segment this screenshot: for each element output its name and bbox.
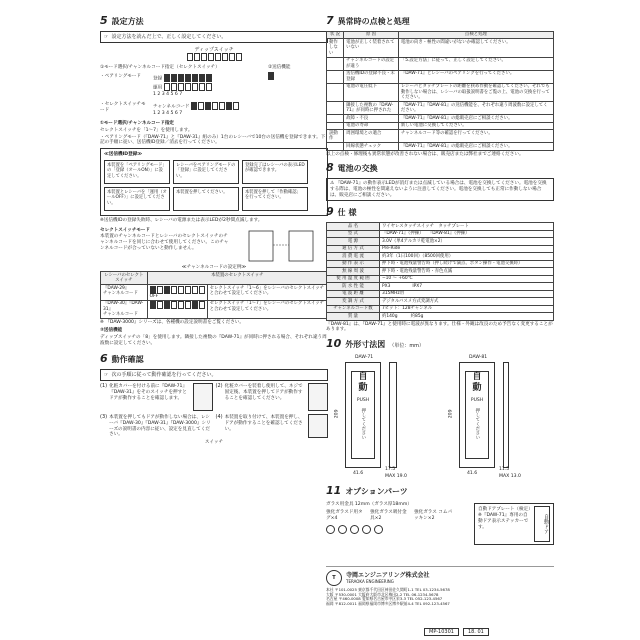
mode-label: ①モード選択/チャンネルコード指定（セレクトスイッチ） — [100, 65, 220, 71]
channel-note: ※ 『DAW-3000』シリーズは、各種機の設定説明書をご覧ください。 — [100, 320, 244, 326]
push-label: PUSH — [470, 398, 484, 404]
table-row: チャンネルコードの設定が違う 「5.設定方法」に従って、正しく設定してください。 — [327, 57, 554, 70]
device-button — [465, 371, 489, 459]
address-line: 大阪 〒530-0001 大阪府大阪市北区梅田2-2 TEL 06-1234-5678 — [326, 591, 439, 597]
section11-number: 11 — [326, 483, 342, 497]
channel-desc: セレクトスイッチ「1〜6」をレシーバのセレクトスイッチと合わせて設定してください。 — [207, 285, 327, 301]
section8-title — [326, 161, 554, 175]
battery-box — [326, 178, 554, 201]
parts-icons — [326, 525, 470, 534]
section5-title — [100, 14, 328, 28]
check-steps — [100, 383, 328, 439]
sticker-note: ※『DAW-71』専用の自動ドア表示ステッカーです。 — [478, 513, 529, 530]
pairing-mode-label: ・ペアリングモード — [100, 73, 141, 79]
section5-intro: 設定方法を読んだ上で、正しく設定してください。 — [111, 33, 227, 40]
table-row — [101, 300, 328, 319]
footer — [326, 566, 554, 607]
hand-press-icon: ☞ — [104, 371, 109, 378]
check-step — [216, 414, 329, 439]
channel-off: OFF — [149, 293, 159, 299]
sticker-label: 自動ドアプレート（検定） — [478, 506, 533, 512]
dim-depth: 17.5 — [385, 466, 396, 472]
section6-intro-box — [100, 369, 328, 381]
section5-intro-box — [100, 31, 328, 43]
device-button — [351, 371, 375, 459]
send-body: ディップスイッチの「8」を使用します。隣接した複数の『DAW-71』が同時に押される場合、それぞれ違う周波数に設定してください。 — [100, 334, 327, 346]
table-row: 消 費 電 流 約3年（1日100回）（8500回使用） — [327, 253, 554, 261]
step-text: 化粧カバーを付ける前に『DAW-71』『DAW-31』をそのスイッチを押すとドアが動作することを確認します。 — [109, 384, 188, 401]
dim-max: MAX 13.0 — [499, 473, 521, 479]
flow-step: 登録完了はレシーバの表示LEDが確認できます。 — [242, 160, 308, 184]
section9-heading: 仕 様 — [337, 208, 357, 218]
step-text: 化粧カバーを装着し使用して、ネジで固定後、本装置を押してドアが動作することを確認してください。 — [224, 384, 303, 401]
section10-title — [326, 337, 554, 351]
model-label: DAW-71 — [355, 354, 374, 360]
dim-height: 209 — [448, 409, 454, 419]
door-icon — [241, 227, 321, 263]
device-outline — [459, 362, 495, 468]
section5-number: 5 — [100, 14, 108, 27]
part-icon — [338, 525, 347, 534]
section7-number: 7 — [326, 14, 334, 27]
part-item: 強化ガラスド用タグ×4 — [326, 510, 363, 522]
battery-body: 『DAW-71』の動作表示LEDが消灯または点滅している場合は、電池を交換してください。電池を交換する際は、電池の極性を間違えないように注意してください。電池を交換しても正常に作動しない場合は、販売店にご相談ください。 — [330, 181, 547, 198]
table-row: 質 量 約140g 約85g — [327, 313, 554, 321]
channel-code-text: チャンネルコード — [103, 291, 138, 297]
step-number: (2) — [215, 383, 223, 390]
kanji-bottom: 動 — [358, 383, 368, 394]
flow-title: ≪送信機ID登録≫ — [104, 152, 143, 158]
numbers-row-2: 1 2 3 4 5 6 7 — [153, 111, 183, 117]
select-mode-label: ・セレクトスイッチモード — [100, 102, 146, 113]
doc-number: MP-10301 — [424, 628, 459, 636]
section9-title — [326, 205, 554, 219]
section10-unit: （単位：mm） — [389, 343, 425, 350]
trouble-head: 点検と処理 — [398, 31, 553, 39]
step-number: (4) — [215, 414, 223, 421]
channel-code-label: チャンネルコード — [153, 104, 190, 110]
device-outline — [345, 362, 381, 468]
channel-table-title: ≪チャンネルコードの設定例≫ — [181, 264, 247, 270]
table-row: 電 源 3.0V（単4アルカリ乾電池×2） — [327, 238, 554, 246]
flow-step: 本装置を押して「作動確認」を行ってください。 — [242, 187, 308, 211]
switch-image — [193, 383, 213, 411]
table-row: 電池の電圧低下 レシーバとタッチプレートの距離を狭め作動を確認してください。それでも動作しない場合は、レシーバの取扱説明書をご覧の上、電池の交換を行ってください。 — [327, 83, 554, 102]
table-row: 誤動作 周囲環境との適合 チャンネルコード等の確認を行ってください。 — [327, 130, 554, 143]
dip-label: ディップスイッチ — [194, 47, 234, 53]
table-row: 無 線 周 波 押下時・電池残量警告時・赤色点滅 — [327, 268, 554, 276]
dip-use-icon — [164, 83, 212, 91]
dim-max: MAX 19.0 — [385, 473, 407, 479]
spec-table — [326, 222, 554, 321]
battery-icon: ⚠ — [330, 181, 335, 187]
section6-number: 6 — [100, 352, 108, 366]
table-row: 変 調 方 式 デジタルバスメ方式変調方式 — [327, 298, 554, 306]
table-row — [101, 285, 328, 301]
flow-step: レシーバをペアリングモードの「登録」に設定してください。 — [173, 160, 239, 184]
part-icon — [326, 525, 335, 534]
model-label: DAW-81 — [469, 354, 488, 360]
send-title: ②送信機能 — [100, 328, 123, 334]
trouble-note: 以上の点検・修理後も異常状態が改善されない場合は、販売店または弊社までご連絡ください。 — [326, 151, 524, 157]
section7-heading: 異常時の点検と処理 — [337, 17, 410, 26]
section11-heading: オプションパーツ — [345, 486, 408, 496]
check-step — [100, 383, 213, 411]
push-label: PUSH — [356, 398, 370, 404]
dip-switch-icon — [187, 53, 242, 61]
section9-number: 9 — [326, 205, 334, 219]
table-row: 送信機IDの登録不良・未登録 『DAW-71』とレシーバのペアリングを行ってください。 — [327, 70, 554, 83]
channel-code-text: チャンネルコード — [103, 312, 138, 318]
channel-desc: セレクトスイッチ「1〜7」をレシーバのセレクトスイッチと合わせて設定してください。 — [207, 300, 327, 319]
kanji-top: 自 — [358, 371, 368, 382]
table-row: 隣接した複数の『DAW-71』が同時に押された 『DAW-71』『DAW-81』の送信機能を、それぞれ違う周波数に設定してください。 — [327, 102, 554, 115]
table-row: 品 名 ワイヤレスタッチスイッチ タッチプレート — [327, 223, 554, 231]
sticker-box — [474, 503, 554, 545]
glass-label: ガラス用金具 12mm（ガラス厚18mm） — [326, 501, 412, 507]
channel-table-head-device: 本装置のセレクトスイッチ — [147, 272, 327, 285]
mode-diagram — [100, 64, 328, 118]
flow-steps — [104, 160, 324, 211]
device-side — [389, 362, 397, 468]
section6-heading: 動作確認 — [111, 355, 144, 365]
numbers-row-1: 1 2 3 4 5 6 7 — [153, 92, 183, 98]
spec-note: 『DAW-81』は、『DAW-71』と使用時に電波が異なります。仕様・外観は改良のため予告なく変更することがあります。 — [326, 321, 553, 333]
section8-number: 8 — [326, 161, 334, 175]
dimension-drawings — [326, 354, 554, 482]
hand-press-icon: ☞ — [104, 33, 109, 40]
table-row: 故障・不良 『DAW-71』『DAW-81』の総販売店にご相談ください。 — [327, 115, 554, 123]
section6-intro: 次の手順に従って動作確認を行ってください。 — [111, 371, 217, 378]
table-row: 電池の寿命 新しい電池に交換してください。 — [327, 122, 554, 130]
section11-title — [326, 484, 554, 498]
left-column — [100, 14, 328, 447]
flow-box — [100, 148, 328, 216]
device-image — [308, 383, 328, 411]
company-block — [326, 566, 554, 586]
section10-number: 10 — [326, 337, 342, 351]
table-row: 回線状態チェック 『DAW-71』『DAW-81』の総販売店にご相談ください。 — [327, 143, 554, 151]
part-icon — [374, 525, 383, 534]
address-list — [326, 588, 554, 607]
dip-example-icon — [150, 286, 205, 294]
check-step — [100, 414, 213, 439]
trouble-head: 状 況 — [327, 31, 344, 39]
section5-heading: 設定方法 — [111, 17, 144, 26]
doc-date: 18. 01 — [463, 628, 489, 636]
dip-channel-icon — [191, 102, 239, 110]
step-number: (3) — [100, 414, 108, 421]
part-icon — [362, 525, 371, 534]
doc-number-block — [424, 628, 489, 636]
dim-height: 209 — [334, 409, 340, 419]
dim-width: 41.6 — [353, 470, 364, 476]
trouble-table — [326, 31, 554, 151]
part-item: 強化ガラス吸付金具×2 — [370, 510, 407, 522]
dim-width: 41.6 — [467, 470, 478, 476]
dimension-drawing-71 — [333, 354, 433, 482]
mode-note-title: ①モード選択/チャンネルコード指定 — [100, 121, 175, 127]
table-row: 防 水 性 能 PX3 IPX7 — [327, 283, 554, 291]
dip-register-icon — [164, 74, 212, 82]
door-check-image — [308, 414, 328, 438]
right-column — [326, 14, 554, 547]
dimension-drawing-81 — [447, 354, 547, 482]
step-text: 本装置を押してもドアが動作しない場合は、レシーバ『DAW-30』『DAW-31』『DAW-3000』シリーズの説明書の内容に従い、設定を見直してください。 — [109, 415, 211, 438]
select-mode-body: 本装置のチャンネルコードとレシーバのセレクトスイッチのチャンネルコードを同じに合わせて使用してください。このチャンネルコードが合っていないと動作しません。 — [100, 234, 229, 251]
company-logo-icon: T — [326, 570, 342, 586]
channel-table — [100, 271, 328, 319]
battery-label: ②送信機能 — [268, 65, 291, 71]
section6-title — [100, 352, 328, 366]
table-row: 型 式 『DAW-71』（押操） 『DAW-81』（押操） — [327, 230, 554, 238]
kanji-bottom: 動 — [472, 383, 482, 394]
table-row: 電 波 距 離 315MHz帯 — [327, 290, 554, 298]
options-block — [326, 501, 554, 547]
address-line: 福岡 〒812-0011 福岡県福岡市博多区博多駅前4-4 TEL 092-123-4567 — [326, 601, 450, 607]
pairing-note: ・ペアリングモード（『DAW-71』と『DAW-31』組のみ）1台のレシーバで10台の送信機を登録できます。下記の手順に従い、送信機ID登録／消去を行ってください。 — [100, 134, 326, 146]
flow-step: 本装置を「ペアリングモード」の「登録（オールON）」に設定してください。 — [104, 160, 170, 184]
device-side — [503, 362, 509, 468]
address-line: 本社 〒101-0025 東京都千代田区神田佐久間町1-1 TEL 03-1234-5678 — [326, 587, 450, 592]
dim-depth: 11.5 — [499, 466, 510, 472]
sticker-image: 自動ドア — [534, 506, 550, 542]
channel-model: 『DAW-29』 — [103, 285, 130, 291]
vertical-text: 押してください — [360, 408, 366, 440]
channel-table-head-receiver: レシーバのセレクトスイッチ — [101, 272, 148, 285]
channel-model: 『DAW-30』『DAW-31』 — [103, 301, 144, 312]
flow-step: 本装置を押してください。 — [173, 187, 239, 211]
mode-note-body: セレクトスイッチを「1〜7」を使用します。 — [100, 127, 193, 133]
check-step — [216, 383, 329, 411]
table-row: 通 信 方 式 Pre-Ride — [327, 245, 554, 253]
part-item: 強化ガラス コムパッキン×2 — [414, 510, 453, 522]
address-line: 名古屋 〒460-0008 愛知県名古屋市中区栄3-3 TEL 052-123-4567 — [326, 596, 443, 602]
part-icon — [350, 525, 359, 534]
section10-heading: 外形寸法図 — [345, 340, 386, 350]
company-name-en: TERAOKA ENGINEERING — [346, 579, 394, 585]
table-row: 使 用 温 度 範 囲 −10 〜 +60℃ — [327, 275, 554, 283]
flow-step: 本装置とレシーバを「運用（オールOFF）」に設定してください。 — [104, 187, 170, 211]
company-name: 寺岡エンジニアリング株式会社 — [346, 571, 430, 579]
select-mode-block — [100, 227, 328, 263]
register-label: 登録 — [153, 76, 163, 82]
erase-note: ※送信機IDの登録失敗時、レシーバの電源または表示LEDが2秒間点滅します。 — [100, 217, 263, 223]
step-text: 本装置を取り付けて、本装置を押し、ドアが動作することを確認してください。 — [224, 415, 303, 432]
dip-switch-diagram — [100, 47, 328, 61]
table-row: 動 作 表 示 押下時・電池残量警告時（押し続けで満点、ボタン操作・電池交換時） — [327, 260, 554, 268]
vertical-text: 押してください — [474, 408, 480, 440]
section7-title — [326, 14, 554, 28]
section8-heading: 電池の交換 — [337, 164, 378, 174]
switch-label: スイッチ — [204, 440, 224, 446]
table-row: チャンネルコード数 7ビット：128チャンネル — [327, 305, 554, 313]
use-label: 運用 — [153, 85, 163, 91]
select-mode-title: セレクトスイッチモード — [100, 227, 151, 233]
kanji-top: 自 — [472, 371, 482, 382]
table-row: 動作しない 電池が正しく装着されていない 電池の向き・極性の間違いがないか確認してください。 — [327, 39, 554, 58]
trouble-head: 原 因 — [344, 31, 399, 39]
dip-send-icon — [268, 72, 274, 80]
dip-example-icon — [150, 301, 205, 309]
step-number: (1) — [100, 383, 108, 390]
